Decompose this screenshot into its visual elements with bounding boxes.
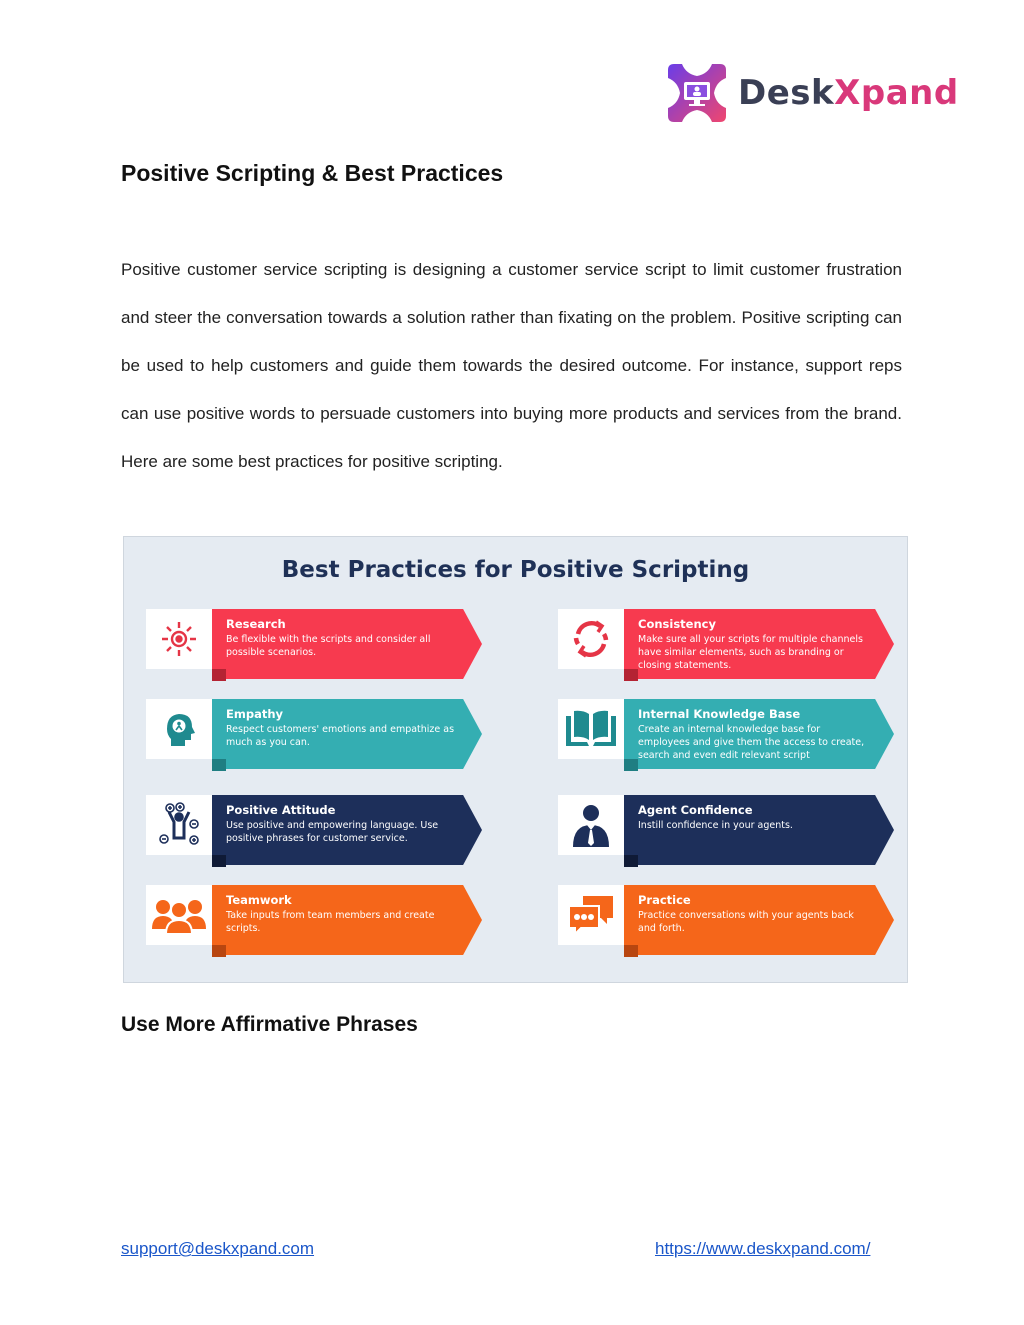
logo-text-desk: Desk xyxy=(738,73,835,113)
open-book-icon xyxy=(558,699,624,759)
card-description: Instill confidence in your agents. xyxy=(638,820,793,831)
team-icon xyxy=(146,885,212,945)
card-description: Create an internal knowledge base for employees and give them the access to create, search and even edit relevant script xyxy=(638,724,865,761)
card-description: Respect customers' emotions and empathize as much as you can. xyxy=(226,724,455,748)
intro-paragraph: Positive customer service scripting is designing a customer service script to limit customer frustration and steer the conversation towards a solution rather than fixating on the problem. Positive scripting can be used to help customers and guide them towards the desired outcome. For instance, support reps can use positive words to persuade customers into buying more products and services from the brand. Here are some best practices for positive scripting. xyxy=(121,260,902,471)
card-description: Make sure all your scripts for multiple channels have similar elements, such as branding or closing statements. xyxy=(638,634,863,671)
positive-person-icon xyxy=(146,795,212,855)
research-icon xyxy=(146,609,212,669)
card-title: Practice xyxy=(638,893,691,907)
card-description: Use positive and empowering language. Use positive phrases for customer service. xyxy=(226,820,439,844)
chat-bubbles-icon xyxy=(558,885,624,945)
card-title: Internal Knowledge Base xyxy=(638,707,801,721)
logo-text-xpand: Xpand xyxy=(834,73,959,113)
card-title: Research xyxy=(226,617,286,631)
deskxpand-logo xyxy=(664,60,959,126)
footer-website-link[interactable]: https://www.deskxpand.com/ xyxy=(655,1239,871,1258)
logo-mark-icon xyxy=(664,60,730,126)
card-description: Take inputs from team members and create scripts. xyxy=(226,910,435,934)
best-practices-infographic xyxy=(123,536,908,983)
logo-wordmark xyxy=(738,73,959,113)
agent-icon xyxy=(558,795,624,855)
card-title: Empathy xyxy=(226,707,284,721)
footer-email-link[interactable]: support@deskxpand.com xyxy=(121,1239,315,1258)
card-title: Consistency xyxy=(638,617,716,631)
card-description: Be flexible with the scripts and consider all possible scenarios. xyxy=(226,634,431,658)
refresh-cycle-icon xyxy=(558,609,624,669)
infographic-title: Best Practices for Positive Scripting xyxy=(281,557,750,583)
empathy-head-icon xyxy=(146,699,212,759)
card-title: Teamwork xyxy=(226,893,292,907)
card-title: Agent Confidence xyxy=(638,803,753,817)
card-title: Positive Attitude xyxy=(226,803,336,817)
card-description: Practice conversations with your agents back and forth. xyxy=(638,910,854,934)
page-title: Positive Scripting & Best Practices xyxy=(121,160,504,186)
section-heading-affirmative-phrases: Use More Affirmative Phrases xyxy=(121,1013,418,1036)
